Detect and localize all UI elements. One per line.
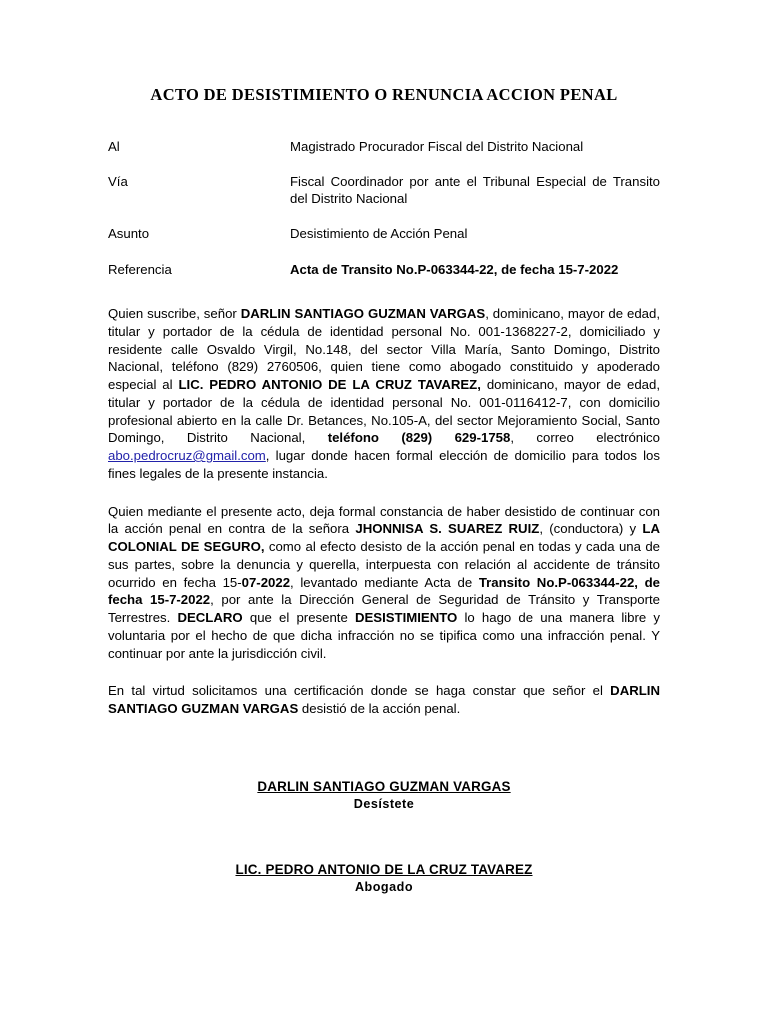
signature-role-declarant: Desístete	[353, 797, 415, 811]
p2-name-defendant: JHONNISA S. SUAREZ RUIZ	[355, 521, 540, 537]
p2-text-7: lo hago de una manera libre y voluntaria por el hecho de que dicha infracción no se tipifica como una infracción penal. Y continuar por ante la jurisdicción civil.	[108, 610, 661, 661]
signature-name-lawyer: LIC. PEDRO ANTONIO DE LA CRUZ TAVAREZ	[235, 862, 533, 877]
p2-keyword-desistimiento: DESISTIMIENTO	[354, 610, 458, 625]
field-row-asunto	[108, 225, 660, 242]
p3-text-2: desistió de la acción penal.	[298, 701, 461, 716]
field-label-referencia: Referencia	[108, 261, 172, 277]
field-value-al: Magistrado Procurador Fiscal del Distrito Nacional	[290, 139, 584, 154]
p1-name-declarant: DARLIN SANTIAGO GUZMAN VARGAS	[240, 306, 486, 321]
p1-text-2: , dominicano, mayor de edad, titular y portador de la cédula de identidad personal No. 001-1368227-2, domiciliado y residente calle Osvaldo Virgil, No.148, del sector Villa María, Santo Domingo, Distrito Nacional, teléfono (829) 2760506, quien tiene como abogado constituido y apoderado especial al	[108, 306, 660, 392]
p2-acta-reference: Transito No.P-063344-22, de fecha 15-7-2022	[108, 574, 661, 608]
email-link[interactable]: abo.pedrocruz@gmail.com	[108, 448, 266, 463]
paragraph-declarant-identification	[108, 305, 660, 483]
p2-accident-date: 07-2022	[241, 574, 291, 590]
header-field-block	[108, 138, 660, 292]
p1-text-5: , lugar donde hacen formal elección de domicilio para todos los fines legales de la presente instancia.	[108, 448, 660, 481]
signature-name-declarant: DARLIN SANTIAGO GUZMAN VARGAS	[257, 779, 511, 794]
field-value-asunto: Desistimiento de Acción Penal	[290, 226, 468, 242]
field-row-referencia	[108, 261, 660, 278]
paragraph-certification-request	[108, 682, 660, 718]
p2-text-3: como al efecto desisto de la acción penal en todas y cada una de sus partes, sobre la denuncia y querella, interpuesta con relación al accidente de tránsito ocurrido en fecha 15-	[108, 539, 660, 590]
p3-name-declarant: DARLIN SANTIAGO GUZMAN VARGAS	[108, 683, 660, 716]
p1-text-3: dominicano, mayor de edad, titular y portador de la cédula de identidad personal No. 001-0116412-7, con domicilio profesional abierto en la calle Dr. Betances, No.105-A, del sector Mejoramiento Social, Santo Domingo, Distrito Nacional,	[108, 377, 660, 446]
field-label-via: Vía	[108, 174, 128, 190]
field-value-via: Fiscal Coordinador por ante el Tribunal Especial de Transito del Distrito Nacional	[290, 174, 660, 207]
field-label-asunto: Asunto	[108, 226, 150, 242]
p2-text-2: , (conductora) y	[539, 521, 643, 537]
p1-text-1: Quien suscribe, señor	[108, 306, 241, 321]
field-value-referencia: Acta de Transito No.P-063344-22, de fecha 15-7-2022	[290, 261, 619, 277]
field-label-al: Al	[108, 139, 120, 154]
signature-block-lawyer	[0, 862, 768, 894]
p1-text-4: , correo electrónico	[510, 430, 660, 446]
field-row-via	[108, 173, 660, 207]
p2-text-4: , levantado mediante Acta de	[290, 574, 479, 590]
document-body	[108, 305, 660, 718]
p1-name-lawyer: LIC. PEDRO ANTONIO DE LA CRUZ TAVAREZ,	[178, 377, 481, 392]
p2-name-insurer: LA COLONIAL DE SEGURO,	[108, 521, 661, 554]
p3-text-1: En tal virtud solicitamos una certificación donde se haga constar que señor el	[108, 683, 611, 699]
signature-block-declarant	[0, 779, 768, 811]
p2-text-5: , por ante la Dirección General de Seguridad de Tránsito y Transporte Terrestres.	[108, 592, 660, 625]
p1-lawyer-phone: teléfono (829) 629-1758	[327, 430, 511, 446]
p2-text-1: Quien mediante el presente acto, deja formal constancia de haber desistido de continuar con la acción penal en contra de la señora	[108, 503, 660, 537]
paragraph-waiver-declaration	[108, 503, 660, 663]
p2-text-6: que el presente	[242, 610, 355, 625]
page-title: ACTO DE DESISTIMIENTO O RENUNCIA ACCION PENAL	[150, 85, 618, 104]
signature-role-lawyer: Abogado	[354, 880, 414, 894]
p2-keyword-declaro: DECLARO	[177, 610, 243, 625]
field-row-al	[108, 138, 660, 155]
